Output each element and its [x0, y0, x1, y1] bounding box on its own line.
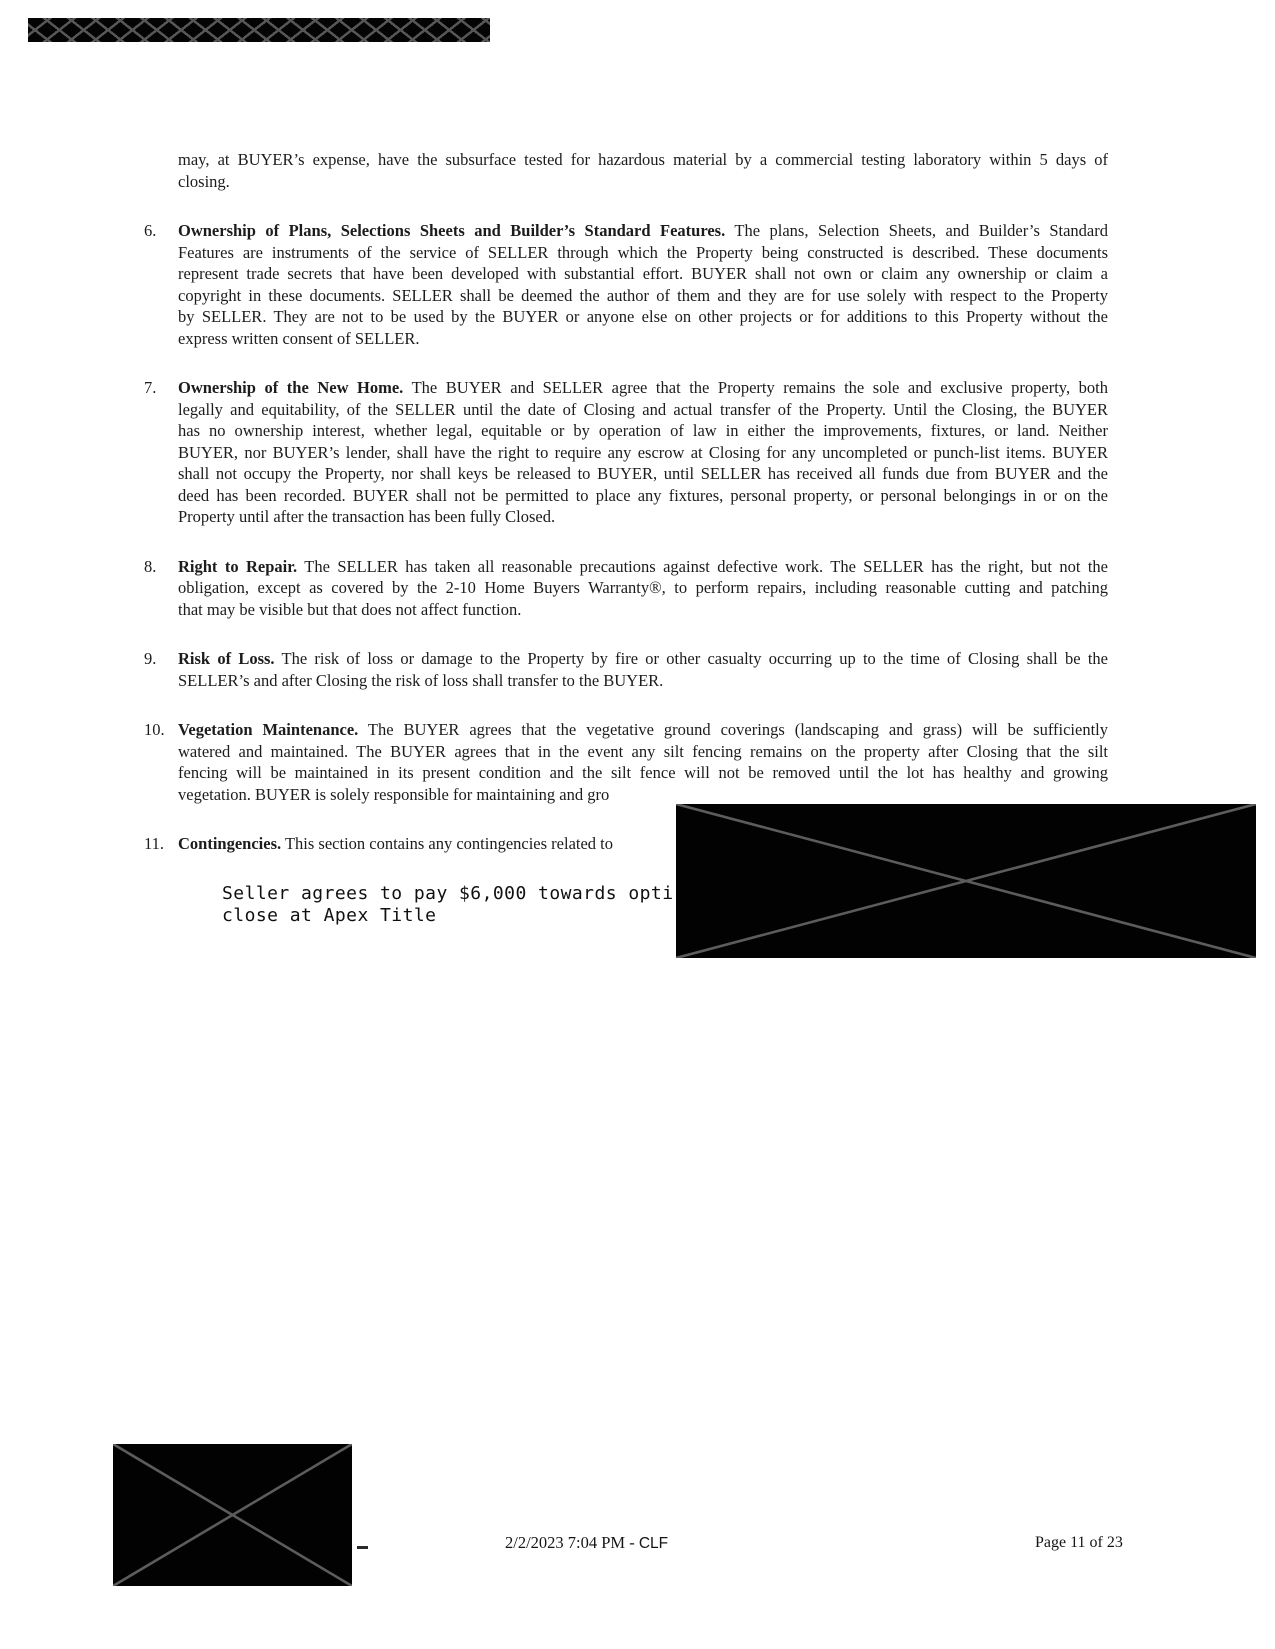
redaction-x-mark: [113, 1444, 352, 1586]
item-number: 7.: [144, 378, 157, 397]
text-line: Right to Repair. The SELLER has taken all reasonable precautions against defective work. The SELLER has the right, but not the: [178, 556, 1108, 576]
item-number: 6.: [144, 221, 157, 240]
text-line: vegetation. BUYER is solely responsible for maintaining and gro: [178, 784, 610, 804]
text-line: that may be visible but that does not affect function.: [178, 599, 522, 619]
text-line: may, at BUYER’s expense, have the subsurface tested for hazardous material by a commercial testing laboratory within 5 days of: [178, 150, 1108, 169]
text-line: fencing will be maintained in its present condition and the silt fence will not be removed until the lot has healthy and growing: [178, 763, 1108, 782]
item-number: 10.: [144, 720, 165, 739]
redaction-box-bottom-left: [113, 1444, 352, 1586]
paragraph-item-8: [144, 556, 1108, 621]
text-line: copyright in these documents. SELLER shall be deemed the author of them and they are for use solely with respect to the Property: [178, 285, 1108, 305]
text-line: has no ownership interest, whether legal, equitable or by operation of law in either the improvements, fixtures, or land. Neither: [178, 421, 1108, 440]
text-line: legally and equitability, of the SELLER until the date of Closing and actual transfer of the Property. Until the Closing, the BUYER: [178, 399, 1108, 419]
typewriter-line: Seller agrees to pay $6,000 towards opti: [222, 882, 674, 904]
text-line: BUYER, nor BUYER’s lender, shall have the right to require any escrow at Closing for any uncompleted or punch-list items. BUYER: [178, 442, 1108, 462]
item-number: 8.: [144, 556, 157, 576]
text-line: closing.: [178, 171, 230, 191]
item-heading: Right to Repair.: [178, 556, 298, 576]
text-line: Property until after the transaction has been fully Closed.: [178, 507, 556, 526]
text-line: Ownership of the New Home. The BUYER and SELLER agree that the Property remains the sole and exclusive property, both: [178, 378, 1108, 397]
text-line: represent trade secrets that have been developed with substantial effort. BUYER shall not own or claim any ownership or claim a: [178, 264, 1108, 283]
text-line: Vegetation Maintenance. The BUYER agrees that the vegetative ground coverings (landscaping and grass) will be sufficiently: [178, 720, 1108, 739]
footer-timestamp-text: 2/2/2023 7:04 PM -: [505, 1533, 635, 1552]
text-line: obligation, except as covered by the 2-10 Home Buyers Warranty®, to perform repairs, including reasonable cutting and patching: [178, 578, 1108, 597]
signature-line-fragment: [357, 1546, 368, 1549]
item-heading: Ownership of Plans, Selections Sheets and Builder’s Standard Features.: [178, 221, 726, 240]
footer-timestamp: [505, 1533, 668, 1553]
item-heading: Risk of Loss.: [178, 649, 275, 668]
text-line: express written consent of SELLER.: [178, 328, 420, 348]
item-heading: Vegetation Maintenance.: [178, 720, 359, 739]
text-line: SELLER’s and after Closing the risk of loss shall transfer to the BUYER.: [178, 670, 664, 690]
footer-page-number: Page 11 of 23: [1035, 1534, 1123, 1551]
item-number: 11.: [144, 834, 165, 853]
item-number: 9.: [144, 649, 157, 668]
footer-initials: CLF: [638, 1535, 669, 1552]
item-heading: Contingencies.: [178, 834, 282, 853]
paragraph-item-6: [144, 220, 1108, 349]
text-line: Risk of Loss. The risk of loss or damage to the Property by fire or other casualty occurring up to the time of Closing shall be the: [178, 649, 1108, 668]
paragraph-intro: [178, 149, 1108, 192]
paragraph-item-10: [144, 719, 1108, 805]
text-line: by SELLER. They are not to be used by the BUYER or anyone else on other projects or for additions to this Property without the: [178, 307, 1108, 326]
typewriter-line: close at Apex Title: [222, 904, 437, 926]
text-line: Features are instruments of the service of SELLER through which the Property being constructed is described. These documents: [178, 242, 1108, 262]
redaction-bar-top: [28, 18, 490, 42]
paragraph-item-7: [144, 377, 1108, 528]
item-heading: Ownership of the New Home.: [178, 378, 404, 397]
redaction-box-right: [676, 804, 1256, 958]
text-line: Contingencies. This section contains any contingencies related to: [178, 834, 614, 853]
text-line: shall not occupy the Property, nor shall keys be released to BUYER, until SELLER has received all funds due from BUYER and the: [178, 464, 1108, 483]
text-line: watered and maintained. The BUYER agrees that in the event any silt fencing remains on the property after Closing that the silt: [178, 741, 1108, 761]
text-line: deed has been recorded. BUYER shall not be permitted to place any fixtures, personal property, or personal belongings in or on the: [178, 485, 1108, 505]
paragraph-item-9: [144, 648, 1108, 691]
redaction-x-mark: [676, 804, 1256, 958]
text-line: Ownership of Plans, Selections Sheets and Builder’s Standard Features. The plans, Selection Sheets, and Builder’s Standard: [178, 221, 1108, 240]
